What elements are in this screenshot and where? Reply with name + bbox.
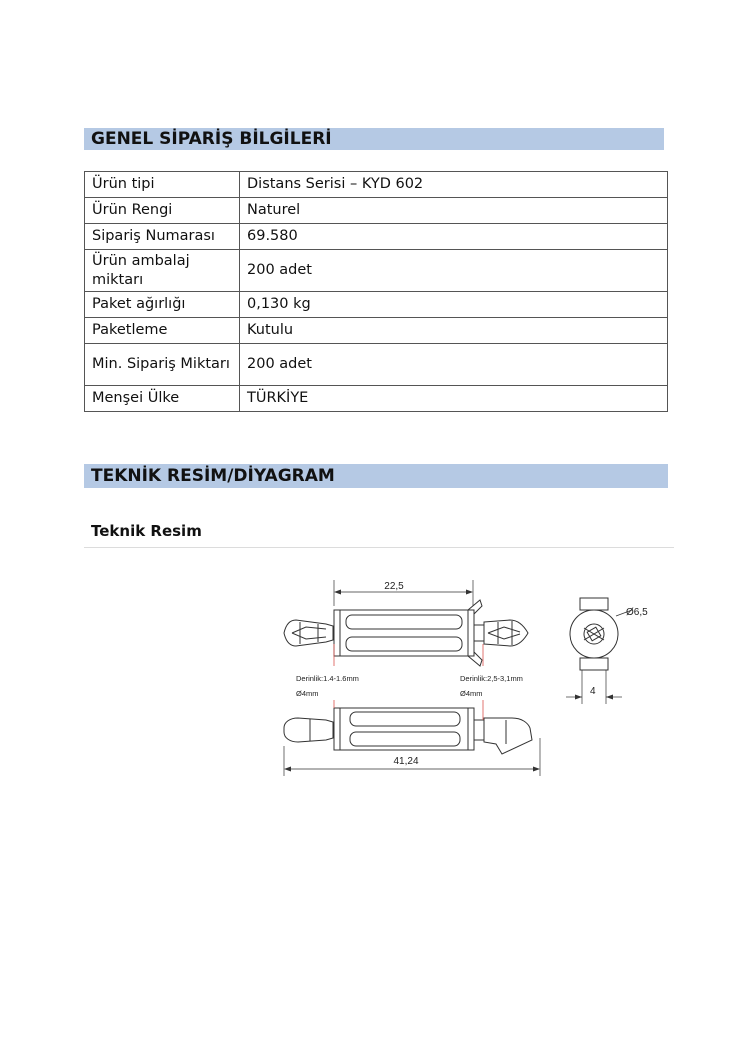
- section-title-general-order-info: GENEL SİPARİŞ BİLGİLERİ: [84, 128, 664, 150]
- row-value: 200 adet: [240, 250, 668, 292]
- row-value: 200 adet: [240, 344, 668, 386]
- right-note-diameter: Ø4mm: [460, 689, 483, 698]
- left-note-depth: Derinlik:1.4-1.6mm: [296, 674, 359, 683]
- section-title-technical-drawing: TEKNİK RESİM/DİYAGRAM: [84, 464, 668, 488]
- table-row: [85, 250, 668, 292]
- dimension-top: 22,5: [384, 581, 404, 592]
- table-row: [85, 198, 668, 224]
- row-value: 69.580: [240, 224, 668, 250]
- row-label: Paket ağırlığı: [85, 292, 240, 318]
- table-row: [85, 318, 668, 344]
- row-value: Distans Serisi – KYD 602: [240, 172, 668, 198]
- table-row: [85, 386, 668, 412]
- subsection-title: Teknik Resim: [91, 522, 202, 540]
- row-label: Ürün tipi: [85, 172, 240, 198]
- table-row: [85, 224, 668, 250]
- row-value: Naturel: [240, 198, 668, 224]
- dimension-side: 4: [590, 686, 596, 697]
- order-info-table: [84, 171, 668, 412]
- row-label: Menşei Ülke: [85, 386, 240, 412]
- left-note-diameter: Ø4mm: [296, 689, 319, 698]
- table-row: [85, 344, 668, 386]
- row-value: TÜRKİYE: [240, 386, 668, 412]
- row-value: Kutulu: [240, 318, 668, 344]
- divider: [84, 547, 674, 548]
- table-row: [85, 292, 668, 318]
- right-note-depth: Derinlik:2,5-3,1mm: [460, 674, 523, 683]
- row-value: 0,130 kg: [240, 292, 668, 318]
- row-label: Sipariş Numarası: [85, 224, 240, 250]
- row-label: Paketleme: [85, 318, 240, 344]
- table-row: [85, 172, 668, 198]
- row-label: Ürün Rengi: [85, 198, 240, 224]
- dimension-diameter: Ø6,5: [626, 607, 648, 618]
- row-label: Ürün ambalaj miktarı: [85, 250, 240, 292]
- row-label: Min. Sipariş Miktarı: [85, 344, 240, 386]
- dimension-bottom: 41,24: [393, 756, 419, 767]
- technical-drawing: [270, 570, 670, 785]
